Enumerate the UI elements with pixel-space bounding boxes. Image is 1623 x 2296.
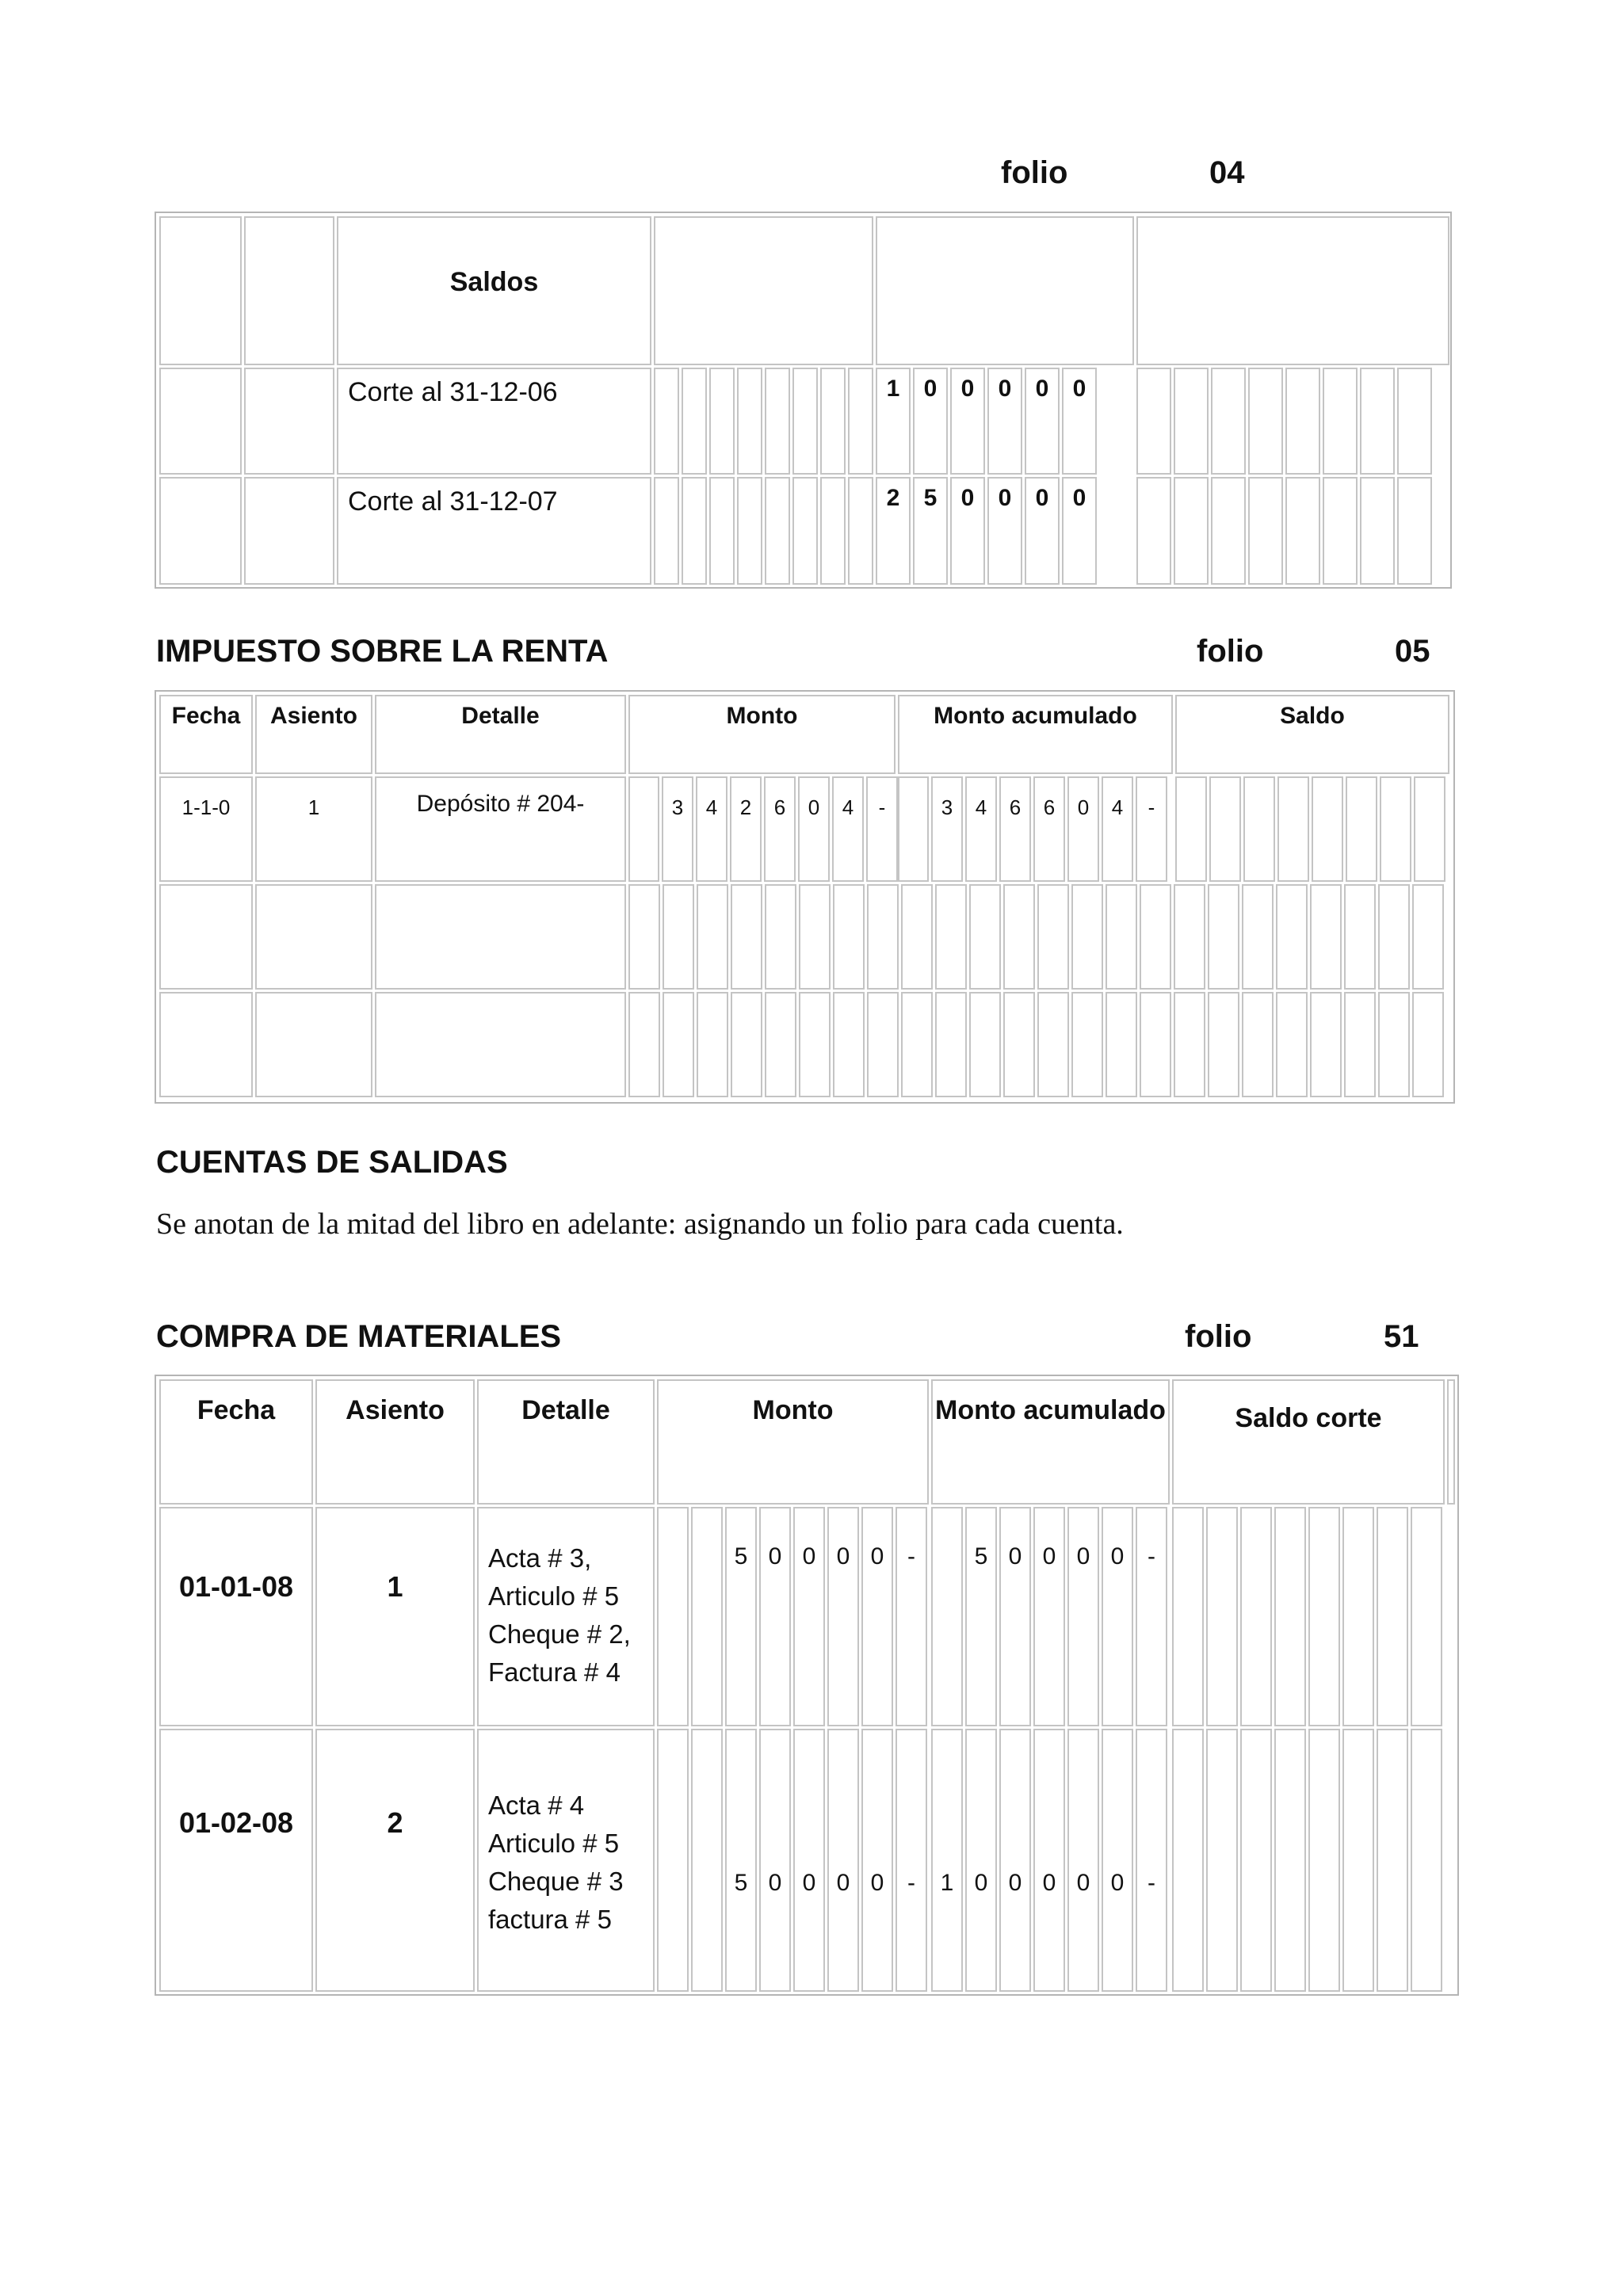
s4r2-monto-1 xyxy=(657,1729,689,1992)
td-asiento xyxy=(255,776,372,882)
s1r1-val-4 xyxy=(987,368,1022,475)
td4-r1-detalle-line-1: Acta # 3, xyxy=(488,1543,592,1573)
section-paragraph: Se anotan de la mitad del libro en adelante: asignando un folio para cada cuenta. xyxy=(156,1207,1124,1241)
th4-extra xyxy=(1447,1379,1455,1505)
td-fecha-value: 1-1-0 xyxy=(181,795,231,819)
s1r1-right-6 xyxy=(1323,368,1358,475)
td-detalle xyxy=(375,776,626,882)
td4-r2-detalle-line-1: Acta # 4 xyxy=(488,1791,585,1820)
s1r2-right-6 xyxy=(1323,477,1358,585)
s2r3-col-5 xyxy=(765,992,796,1097)
folio-label-05: folio xyxy=(1197,634,1264,669)
s4r1-acum-4 xyxy=(1033,1507,1065,1726)
s2r2-cell-1 xyxy=(159,884,253,990)
td4-r1-fecha-value: 01-01-08 xyxy=(178,1570,294,1603)
s2-saldo-2 xyxy=(1209,776,1241,882)
s1r2-val-digit: 0 xyxy=(1035,485,1049,511)
td4-r1-detalle-line-4: Factura # 4 xyxy=(488,1657,621,1687)
s4r1-monto-digit: 0 xyxy=(768,1543,782,1569)
s4r1-monto-8 xyxy=(896,1507,927,1726)
s2-monto-digit: 2 xyxy=(739,795,752,819)
row2-label: Corte al 31-12-07 xyxy=(348,486,558,517)
s1r1-val-digit: 0 xyxy=(1072,376,1086,402)
s2-saldo-5 xyxy=(1312,776,1343,882)
s1r2-left-5 xyxy=(765,477,790,585)
s4r1-monto-digit: 5 xyxy=(734,1543,748,1569)
s1r2-right-1 xyxy=(1136,477,1171,585)
s4r2-acum-2 xyxy=(965,1729,997,1992)
th-saldo-label: Saldo xyxy=(1280,703,1345,729)
s4r2-saldo-3 xyxy=(1240,1729,1272,1992)
s2r2-col-18 xyxy=(1208,884,1239,990)
s2r3-col-22 xyxy=(1344,992,1376,1097)
s2r2-col-20 xyxy=(1276,884,1308,990)
s4r2-saldo-7 xyxy=(1377,1729,1408,1992)
s2-monto-digit: 3 xyxy=(671,795,684,819)
th4-detalle-label: Detalle xyxy=(521,1395,610,1425)
s2r2-col-15 xyxy=(1106,884,1137,990)
s2r3-col-24 xyxy=(1412,992,1444,1097)
s2-acum-5 xyxy=(1067,776,1099,882)
section-title-compra-materiales: COMPRA DE MATERIALES xyxy=(156,1319,562,1354)
row1-label: Corte al 31-12-06 xyxy=(348,377,558,407)
s2r3-col-21 xyxy=(1310,992,1342,1097)
s2-acum-7 xyxy=(1136,776,1167,882)
header-cell-4 xyxy=(654,216,873,365)
s2-monto-7 xyxy=(866,776,898,882)
s2-monto-digit: 6 xyxy=(773,795,786,819)
section-title-cuentas-salidas: CUENTAS DE SALIDAS xyxy=(156,1145,508,1180)
s1r1-val-digit: 0 xyxy=(960,376,975,402)
s4r2-acum-3 xyxy=(999,1729,1031,1992)
s4r2-monto-3 xyxy=(725,1729,757,1992)
s4r1-acum-digit: 5 xyxy=(974,1543,988,1569)
td4-r1-fecha xyxy=(159,1507,313,1726)
s4r2-acum-digit: 0 xyxy=(1008,1870,1022,1896)
s4r1-monto-3 xyxy=(725,1507,757,1726)
th-monto-label: Monto xyxy=(726,703,798,729)
th4-monto-acumulado xyxy=(931,1379,1170,1505)
s4r2-saldo-1 xyxy=(1172,1729,1204,1992)
s1r1-val-digit: 0 xyxy=(1035,376,1049,402)
s1r2-val-digit: 2 xyxy=(886,485,900,511)
s2r3-col-11 xyxy=(969,992,1001,1097)
td-detalle-value: Depósito # 204- xyxy=(416,791,585,817)
td4-r2-asiento xyxy=(315,1729,475,1992)
th-fecha-label: Fecha xyxy=(171,703,241,729)
th-monto xyxy=(628,695,896,774)
s4r1-acum-5 xyxy=(1067,1507,1099,1726)
s4r1-saldo-4 xyxy=(1274,1507,1306,1726)
s2-monto-2 xyxy=(696,776,727,882)
s4r1-monto-4 xyxy=(759,1507,791,1726)
th4-acumulado-label: Monto acumulado xyxy=(935,1395,1166,1425)
s4r1-monto-digit: - xyxy=(907,1543,915,1569)
s4r2-acum-4 xyxy=(1033,1729,1065,1992)
s2r2-col-17 xyxy=(1174,884,1205,990)
folio-number-04: 04 xyxy=(1209,155,1245,190)
s4r1-acum-6 xyxy=(1102,1507,1133,1726)
s2r3-col-19 xyxy=(1242,992,1274,1097)
folio-label-51: folio xyxy=(1185,1319,1252,1354)
s2-acum-digit: - xyxy=(1148,795,1155,819)
td4-r2-detalle xyxy=(477,1729,655,1992)
s1r1-left-7 xyxy=(820,368,846,475)
s4r2-acum-5 xyxy=(1067,1729,1099,1992)
s4r2-monto-digit: - xyxy=(907,1870,915,1896)
s4r1-acum-digit: 0 xyxy=(1076,1543,1090,1569)
s2r3-col-1 xyxy=(628,992,660,1097)
s2r3-col-15 xyxy=(1106,992,1137,1097)
td4-r1-detalle-line-3: Cheque # 2, xyxy=(488,1619,631,1649)
s4r2-monto-7 xyxy=(861,1729,893,1992)
td-fecha xyxy=(159,776,253,882)
s1r1-left-4 xyxy=(737,368,762,475)
s4r1-acum-2 xyxy=(965,1507,997,1726)
s2r2-col-8 xyxy=(867,884,899,990)
s4r1-acum-7 xyxy=(1136,1507,1167,1726)
s2r3-col-2 xyxy=(663,992,694,1097)
td4-r2-fecha xyxy=(159,1729,313,1992)
folio-label-04: folio xyxy=(1001,155,1068,190)
saldos-table xyxy=(155,212,1452,589)
td-asiento-value: 1 xyxy=(307,795,320,819)
s2-acum-blank xyxy=(898,776,929,882)
s2r2-col-14 xyxy=(1071,884,1103,990)
td4-r2-asiento-value: 2 xyxy=(387,1806,403,1839)
s2r2-col-3 xyxy=(697,884,728,990)
s2r3-cell-2 xyxy=(255,992,372,1097)
th4-asiento xyxy=(315,1379,475,1505)
s1r1-val-1 xyxy=(876,368,911,475)
s2-acum-digit: 4 xyxy=(1111,795,1124,819)
row1-label-cell xyxy=(337,368,651,475)
s2r2-col-6 xyxy=(799,884,831,990)
s2r2-col-10 xyxy=(935,884,967,990)
s4r1-acum-3 xyxy=(999,1507,1031,1726)
s2-acum-3 xyxy=(999,776,1031,882)
th4-asiento-label: Asiento xyxy=(346,1395,445,1425)
th-acumulado-label: Monto acumulado xyxy=(934,703,1137,729)
s2-saldo-7 xyxy=(1380,776,1411,882)
row2-blank-1 xyxy=(159,477,242,585)
s1r2-val-1 xyxy=(876,477,911,585)
th-fecha xyxy=(159,695,253,774)
s1r2-val-digit: 0 xyxy=(960,485,975,511)
s1r1-right-8 xyxy=(1397,368,1432,475)
s4r1-acum-digit: 0 xyxy=(1042,1543,1056,1569)
folio-number-51: 51 xyxy=(1384,1319,1419,1354)
s1r1-val-6 xyxy=(1062,368,1097,475)
s2r3-col-12 xyxy=(1003,992,1035,1097)
s1r2-val-6 xyxy=(1062,477,1097,585)
th-detalle-label: Detalle xyxy=(461,703,540,729)
s2r2-col-11 xyxy=(969,884,1001,990)
th4-fecha xyxy=(159,1379,313,1505)
s1r2-right-4 xyxy=(1248,477,1283,585)
s4r2-monto-6 xyxy=(827,1729,859,1992)
impuesto-table xyxy=(155,690,1455,1104)
s1r1-val-5 xyxy=(1025,368,1060,475)
s1r2-val-digit: 5 xyxy=(923,485,938,511)
s4r2-monto-4 xyxy=(759,1729,791,1992)
s4r1-saldo-3 xyxy=(1240,1507,1272,1726)
s1r2-val-2 xyxy=(913,477,948,585)
row2-label-cell xyxy=(337,477,651,585)
s2-monto-1 xyxy=(662,776,693,882)
s1r2-right-2 xyxy=(1174,477,1209,585)
th4-saldo-corte xyxy=(1172,1379,1445,1505)
s2r2-col-23 xyxy=(1378,884,1410,990)
s2r2-col-9 xyxy=(901,884,933,990)
s4r1-monto-digit: 0 xyxy=(802,1543,816,1569)
s4r2-saldo-4 xyxy=(1274,1729,1306,1992)
s1r1-val-digit: 0 xyxy=(923,376,938,402)
th-saldo xyxy=(1175,695,1449,774)
s2-saldo-6 xyxy=(1346,776,1377,882)
s2-acum-digit: 6 xyxy=(1009,795,1022,819)
s4r2-monto-5 xyxy=(793,1729,825,1992)
s4r1-monto-5 xyxy=(793,1507,825,1726)
s2-acum-2 xyxy=(965,776,997,882)
s4r2-saldo-8 xyxy=(1411,1729,1442,1992)
s2-saldo-3 xyxy=(1243,776,1275,882)
s4r1-saldo-1 xyxy=(1172,1507,1204,1726)
s2r3-col-7 xyxy=(833,992,865,1097)
s2-acum-1 xyxy=(931,776,963,882)
s2-monto-6 xyxy=(832,776,864,882)
s2r3-col-13 xyxy=(1037,992,1069,1097)
s4r2-acum-digit: 0 xyxy=(974,1870,988,1896)
s2-monto-5 xyxy=(798,776,830,882)
s2r2-col-13 xyxy=(1037,884,1069,990)
s2r3-cell-1 xyxy=(159,992,253,1097)
s1r2-left-2 xyxy=(682,477,707,585)
s4r1-monto-digit: 0 xyxy=(870,1543,884,1569)
td4-r2-detalle-line-4: factura # 5 xyxy=(488,1905,612,1934)
th-asiento-label: Asiento xyxy=(269,703,357,729)
s2-monto-4 xyxy=(764,776,796,882)
header-cell-6 xyxy=(1136,216,1449,365)
s1r1-left-3 xyxy=(709,368,735,475)
th4-fecha-label: Fecha xyxy=(197,1395,276,1425)
s1r2-left-3 xyxy=(709,477,735,585)
saldos-header: Saldos xyxy=(449,267,539,297)
td4-r2-fecha-value: 01-02-08 xyxy=(178,1806,294,1839)
s4r2-monto-digit: 0 xyxy=(836,1870,850,1896)
saldos-header-cell xyxy=(337,216,651,365)
s2r3-col-8 xyxy=(867,992,899,1097)
s1r2-val-4 xyxy=(987,477,1022,585)
s2r2-col-5 xyxy=(765,884,796,990)
s1r1-right-3 xyxy=(1211,368,1246,475)
s2r2-col-12 xyxy=(1003,884,1035,990)
s2r2-cell-3 xyxy=(375,884,626,990)
s2r2-col-19 xyxy=(1242,884,1274,990)
section-title-impuesto: IMPUESTO SOBRE LA RENTA xyxy=(156,634,609,669)
folio-number-05: 05 xyxy=(1395,634,1430,669)
s4r1-acum-1 xyxy=(931,1507,963,1726)
td4-r2-detalle-line-2: Articulo # 5 xyxy=(488,1829,620,1858)
s2-monto-digit: 0 xyxy=(808,795,820,819)
s4r2-monto-8 xyxy=(896,1729,927,1992)
s2-saldo-4 xyxy=(1277,776,1309,882)
s4r1-acum-digit: 0 xyxy=(1110,1543,1125,1569)
s2r2-col-16 xyxy=(1140,884,1171,990)
s4r1-acum-digit: 0 xyxy=(1008,1543,1022,1569)
header-cell-1 xyxy=(159,216,242,365)
s2r2-col-1 xyxy=(628,884,660,990)
td4-r1-detalle xyxy=(477,1507,655,1726)
s2r3-col-23 xyxy=(1378,992,1410,1097)
s4r1-monto-7 xyxy=(861,1507,893,1726)
s1r1-val-digit: 0 xyxy=(998,376,1012,402)
s1r1-right-2 xyxy=(1174,368,1209,475)
th-detalle xyxy=(375,695,626,774)
s1r1-right-4 xyxy=(1248,368,1283,475)
s1r1-right-5 xyxy=(1285,368,1320,475)
s2-acum-6 xyxy=(1102,776,1133,882)
s4r2-saldo-5 xyxy=(1308,1729,1340,1992)
s1r1-val-3 xyxy=(950,368,985,475)
s1r1-left-5 xyxy=(765,368,790,475)
td4-r1-asiento-value: 1 xyxy=(387,1570,403,1603)
header-cell-2 xyxy=(244,216,334,365)
s1r2-left-1 xyxy=(654,477,679,585)
s2r2-cell-2 xyxy=(255,884,372,990)
s2r2-col-7 xyxy=(833,884,865,990)
s4r2-acum-6 xyxy=(1102,1729,1133,1992)
td4-r1-detalle-line-2: Articulo # 5 xyxy=(488,1581,620,1611)
s1r2-val-5 xyxy=(1025,477,1060,585)
s1r2-val-3 xyxy=(950,477,985,585)
s1r2-val-digit: 0 xyxy=(998,485,1012,511)
s4r2-acum-digit: 1 xyxy=(940,1870,954,1896)
s1r2-left-4 xyxy=(737,477,762,585)
s4r2-acum-digit: 0 xyxy=(1110,1870,1125,1896)
s2-acum-digit: 3 xyxy=(941,795,953,819)
s2r3-col-20 xyxy=(1276,992,1308,1097)
s4r2-monto-digit: 0 xyxy=(768,1870,782,1896)
th4-monto-label: Monto xyxy=(752,1395,834,1425)
s2r2-col-24 xyxy=(1412,884,1444,990)
s1r2-right-5 xyxy=(1285,477,1320,585)
s2-monto-blank xyxy=(628,776,659,882)
s1r2-right-3 xyxy=(1211,477,1246,585)
s4r1-saldo-7 xyxy=(1377,1507,1408,1726)
s1r2-val-digit: 0 xyxy=(1072,485,1086,511)
s4r1-monto-6 xyxy=(827,1507,859,1726)
th-monto-acumulado xyxy=(898,695,1173,774)
s1r1-right-1 xyxy=(1136,368,1171,475)
s4r2-acum-7 xyxy=(1136,1729,1167,1992)
s4r1-saldo-2 xyxy=(1206,1507,1238,1726)
s4r2-monto-digit: 0 xyxy=(802,1870,816,1896)
s4r2-saldo-2 xyxy=(1206,1729,1238,1992)
s2-monto-digit: - xyxy=(878,795,886,819)
s2-acum-digit: 0 xyxy=(1077,795,1090,819)
header-cell-5 xyxy=(876,216,1134,365)
s4r2-monto-digit: 5 xyxy=(734,1870,748,1896)
s4r1-saldo-8 xyxy=(1411,1507,1442,1726)
s2r3-col-16 xyxy=(1140,992,1171,1097)
s1r2-left-6 xyxy=(792,477,818,585)
row2-blank-2 xyxy=(244,477,334,585)
th4-monto xyxy=(657,1379,929,1505)
s4r2-acum-digit: 0 xyxy=(1076,1870,1090,1896)
s4r2-monto-digit: 0 xyxy=(870,1870,884,1896)
row1-blank-2 xyxy=(244,368,334,475)
s2-saldo-8 xyxy=(1414,776,1445,882)
s1r1-right-7 xyxy=(1360,368,1395,475)
s2r3-col-3 xyxy=(697,992,728,1097)
s2-acum-digit: 4 xyxy=(975,795,987,819)
s4r2-acum-digit: - xyxy=(1148,1870,1155,1896)
s4r2-acum-1 xyxy=(931,1729,963,1992)
s4r2-acum-digit: 0 xyxy=(1042,1870,1056,1896)
s1r1-val-2 xyxy=(913,368,948,475)
s2r3-col-4 xyxy=(731,992,762,1097)
s2r3-col-18 xyxy=(1208,992,1239,1097)
s4r2-monto-2 xyxy=(691,1729,723,1992)
s2r2-col-22 xyxy=(1344,884,1376,990)
s2r3-col-14 xyxy=(1071,992,1103,1097)
s4r1-monto-digit: 0 xyxy=(836,1543,850,1569)
s2r3-col-6 xyxy=(799,992,831,1097)
s2-acum-digit: 6 xyxy=(1043,795,1056,819)
s1r1-val-digit: 1 xyxy=(886,376,900,402)
th-asiento xyxy=(255,695,372,774)
td4-r1-asiento xyxy=(315,1507,475,1726)
compra-table xyxy=(155,1375,1459,1996)
s1r1-left-8 xyxy=(848,368,873,475)
s4r2-saldo-6 xyxy=(1342,1729,1374,1992)
s2r3-cell-3 xyxy=(375,992,626,1097)
s2-saldo-1 xyxy=(1175,776,1207,882)
s1r1-left-2 xyxy=(682,368,707,475)
s1r1-left-6 xyxy=(792,368,818,475)
s1r2-right-7 xyxy=(1360,477,1395,585)
s2-monto-3 xyxy=(730,776,762,882)
s2r3-col-9 xyxy=(901,992,933,1097)
row1-blank-1 xyxy=(159,368,242,475)
s2r2-col-4 xyxy=(731,884,762,990)
s1r2-right-8 xyxy=(1397,477,1432,585)
s4r1-saldo-6 xyxy=(1342,1507,1374,1726)
th4-detalle xyxy=(477,1379,655,1505)
s4r1-acum-digit: - xyxy=(1148,1543,1155,1569)
s1r2-left-8 xyxy=(848,477,873,585)
th4-saldo-label: Saldo corte xyxy=(1235,1403,1382,1433)
s2-acum-4 xyxy=(1033,776,1065,882)
s2-monto-digit: 4 xyxy=(705,795,718,819)
s4r1-monto-2 xyxy=(691,1507,723,1726)
s4r1-saldo-5 xyxy=(1308,1507,1340,1726)
td4-r2-detalle-line-3: Cheque # 3 xyxy=(488,1867,624,1896)
s1r1-left-1 xyxy=(654,368,679,475)
s1r2-left-7 xyxy=(820,477,846,585)
s4r1-monto-1 xyxy=(657,1507,689,1726)
s2r3-col-10 xyxy=(935,992,967,1097)
s2r2-col-2 xyxy=(663,884,694,990)
s2r3-col-17 xyxy=(1174,992,1205,1097)
s2-monto-digit: 4 xyxy=(842,795,854,819)
s2r2-col-21 xyxy=(1310,884,1342,990)
